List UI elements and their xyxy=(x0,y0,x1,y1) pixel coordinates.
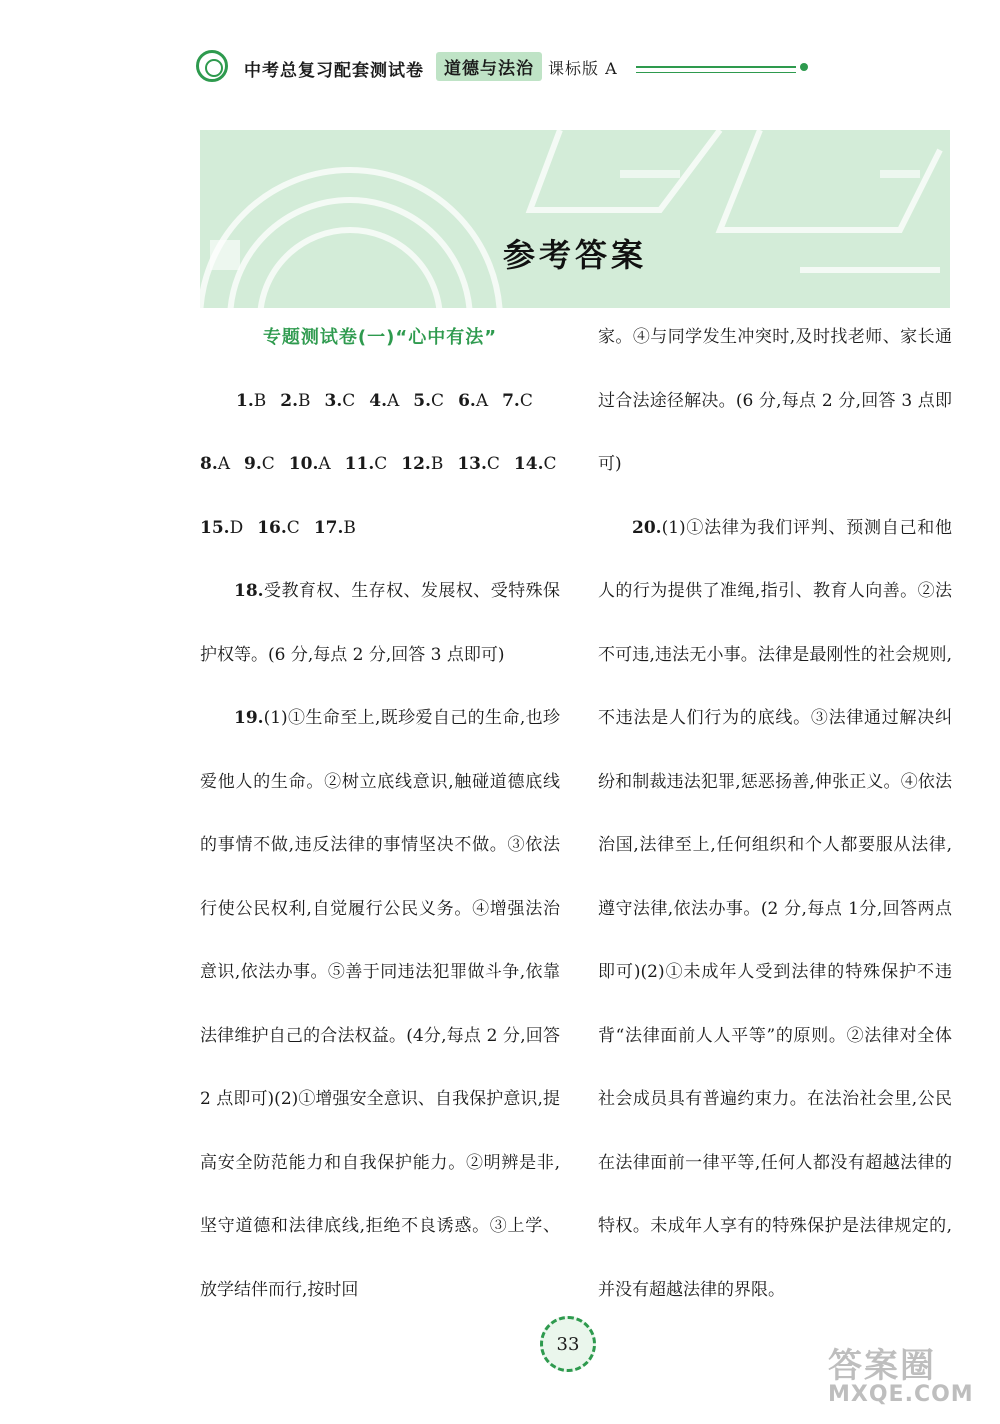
answer-18 xyxy=(200,560,560,687)
watermark xyxy=(828,1338,988,1418)
mc-answer: 14.C xyxy=(513,454,557,474)
mc-answer: 16.C xyxy=(257,517,300,538)
answer-text: 受教育权、生存权、发展权、受特殊保护权等。(6 分,每点 2 分,回答 3 点即可) xyxy=(200,581,560,665)
mc-row xyxy=(200,370,560,434)
mc-answer: 2.B xyxy=(280,390,311,411)
left-column xyxy=(200,306,560,1322)
answer-19-continued: 家。④与同学发生冲突时,及时找老师、家长通过合法途径解决。(6 分,每点 2 分,回答 3 点即可) xyxy=(598,327,952,474)
watermark-url: MXQE.COM xyxy=(828,1382,974,1407)
mc-answer: 13.C xyxy=(457,454,500,474)
question-number: 18. xyxy=(234,581,264,601)
mc-answer: 3.C xyxy=(324,390,356,411)
header-rule-thin xyxy=(636,72,796,73)
mc-answer: 5.C xyxy=(413,390,445,411)
right-column xyxy=(598,306,952,1322)
mc-row xyxy=(200,433,560,497)
mc-answer: 15.D xyxy=(200,517,244,538)
question-number: 19. xyxy=(234,708,264,728)
answer-20 xyxy=(598,497,952,1323)
answer-text: (1)①生命至上,既珍爱自己的生命,也珍爱他人的生命。②树立底线意识,触碰道德底线的事情不做,违反法律的事情坚决不做。③依法行使公民权利,自觉履行公民义务。④增强法治意识,依法办事。⑤善于同违法犯罪做斗争,依靠法律维护自己的合法权益。(4分,每点 2 分,回答 2 点即可)(2)①增强安全意识、自我保护意识,提高安全防范能力和自我保护能力。②明辨是非,坚守道德和法律底线,拒绝不良诱惑。③上学、放学结伴而行,按时回 xyxy=(200,708,560,1300)
banner-title: 参考答案 xyxy=(502,236,647,274)
mc-answer: 12.B xyxy=(401,454,444,474)
book-title: 中考总复习配套测试卷 xyxy=(244,61,424,81)
header-rule xyxy=(636,66,796,68)
mc-answer: 6.A xyxy=(458,390,489,411)
multiple-choice-answers xyxy=(200,370,560,561)
answer-banner xyxy=(200,130,950,308)
subject-label: 道德与法治 xyxy=(436,52,542,81)
mc-answer: 4.A xyxy=(369,390,400,411)
question-number: 20. xyxy=(632,517,662,538)
page-number: 33 xyxy=(540,1316,596,1372)
mc-answer: 17.B xyxy=(313,517,356,538)
mc-answer: 1.B xyxy=(236,390,267,411)
header-rule-dot-icon xyxy=(800,63,808,71)
banner-decoration xyxy=(200,130,950,308)
mc-row xyxy=(200,497,560,561)
section-title: 专题测试卷(一)“心中有法” xyxy=(262,327,498,348)
watermark-text: 答案圈 xyxy=(828,1346,936,1386)
series-logo-icon xyxy=(196,50,228,82)
answer-text: (1)①法律为我们评判、预测自己和他人的行为提供了准绳,指引、教育人向善。②法不可违,违法无小事。法律是最刚性的社会规则,不违法是人们行为的底线。③法律通过解决纠纷和制裁违法犯罪,惩恶扬善,伸张正义。④依法治国,法律至上,任何组织和个人都要服从法律,遵守法律,依法办事。(2 分,每点 1分,回答两点即可)(2)①未成年人受到法律的特殊保护不违背“法律面前人人平等”的原则。②法律对全体社会成员具有普遍约束力。在法治社会里,公民在法律面前一律平等,任何人都没有超越法律的特权。未成年人享有的特殊保护是法律规定的,并没有超越法律的界限。 xyxy=(598,517,952,1300)
answer-19 xyxy=(200,687,560,1322)
mc-answer: 11.C xyxy=(344,454,388,474)
mc-answer: 9.C xyxy=(244,454,275,474)
mc-answer: 10.A xyxy=(288,454,331,474)
edition-label: 课标版 A xyxy=(548,59,618,78)
page-header xyxy=(196,48,816,88)
mc-answer: 8.A xyxy=(200,454,231,474)
mc-answer: 7.C xyxy=(502,390,533,411)
